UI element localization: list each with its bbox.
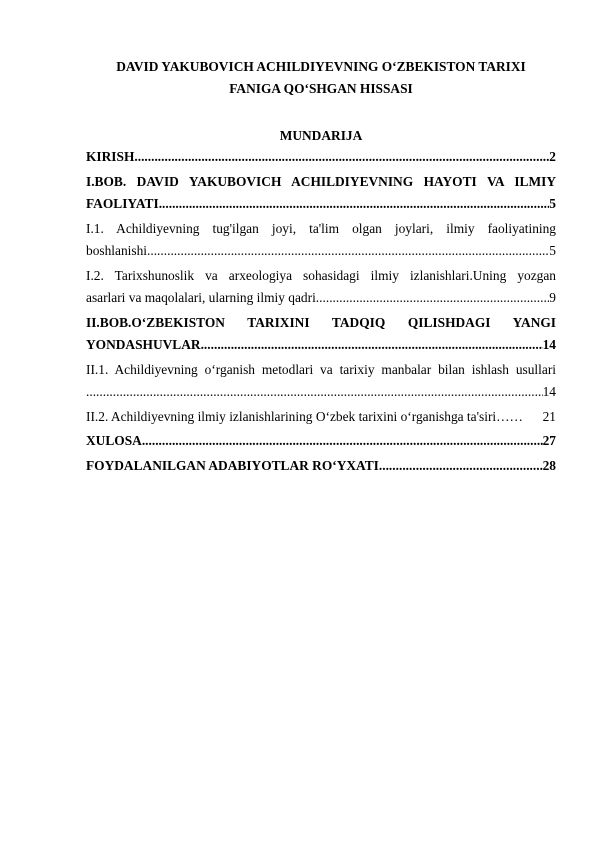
toc-entry-section-1-1[interactable] xyxy=(86,218,556,263)
toc-entry-text: II.2. Achildiyevning ilmiy izlanishlarining O‘zbek tarixini o‘rganishga ta'siri…… xyxy=(86,408,523,424)
toc-leader-dots xyxy=(159,193,550,216)
toc-entry-text-line-1: I.2. Tarixshunoslik va arxeologiya sohasidagi ilmiy izlanishlari.Uning yozgan xyxy=(86,267,556,283)
toc-leader-dots xyxy=(134,146,549,169)
toc-page-number: 27 xyxy=(542,433,556,448)
toc-entry-section-2-1[interactable] xyxy=(86,359,556,404)
toc-entry-text: FAOLIYATI xyxy=(86,196,159,211)
title-line-2: FANIGA QO‘SHGAN HISSASI xyxy=(229,81,413,96)
toc-page-number: 5 xyxy=(549,196,556,211)
toc-entry-bibliography[interactable] xyxy=(86,455,556,478)
toc-page-number: 5 xyxy=(549,243,556,258)
toc-leader-dots xyxy=(147,240,549,263)
toc-page-number: 14 xyxy=(542,384,556,399)
toc-entry-text-line-1: II.1. Achildiyevning o‘rganish metodlari va tarixiy manbalar bilan ishlash usullari xyxy=(86,361,556,377)
toc-entry-chapter-1[interactable] xyxy=(86,171,556,216)
toc-leader-dots xyxy=(142,430,543,453)
toc-heading: MUNDARIJA xyxy=(279,128,363,143)
toc-entry-kirish[interactable] xyxy=(86,146,556,169)
toc-entry-text-line-1: I.1. Achildiyevning tug'ilgan joyi, ta'lim olgan joylari, ilmiy faoliyatining xyxy=(86,220,556,236)
toc-page-number: 14 xyxy=(542,337,556,352)
toc-page-number: 21 xyxy=(542,408,556,424)
document-title xyxy=(86,56,556,100)
toc-entry-text: YONDASHUVLAR xyxy=(86,337,201,352)
toc-entry-text-line-1: I.BOB. DAVID YAKUBOVICH ACHILDIYEVNING HAYOTI VA ILMIY xyxy=(86,173,556,189)
title-line-1: DAVID YAKUBOVICH ACHILDIYEVNING O‘ZBEKISTON TARIXI xyxy=(116,59,526,74)
toc-leader-dots xyxy=(201,334,543,357)
toc-entry-text: boshlanishi xyxy=(86,243,148,258)
toc-page-number: 2 xyxy=(549,149,556,164)
toc-entry-section-1-2[interactable] xyxy=(86,265,556,310)
toc-entry-xulosa[interactable] xyxy=(86,430,556,453)
toc-entry-text: asarlari va maqolalari, ularning ilmiy qadri xyxy=(86,290,316,305)
toc-leader-dots xyxy=(379,455,543,478)
toc-entry-text: KIRISH xyxy=(86,149,135,164)
toc-page-number: 28 xyxy=(542,457,556,473)
table-of-contents xyxy=(86,146,556,477)
toc-entry-text: FOYDALANILGAN ADABIYOTLAR RO‘YXATI xyxy=(86,457,379,473)
toc-leader-dots xyxy=(316,287,550,310)
toc-leader-dots xyxy=(86,381,543,404)
toc-entry-text: XULOSA xyxy=(86,433,142,448)
toc-entry-text-line-1: II.BOB.O‘ZBEKISTON TARIXINI TADQIQ QILISHDAGI YANGI xyxy=(86,314,556,330)
toc-page-number: 9 xyxy=(549,290,556,305)
toc-entry-section-2-2[interactable] xyxy=(86,406,556,429)
toc-entry-chapter-2[interactable] xyxy=(86,312,556,357)
